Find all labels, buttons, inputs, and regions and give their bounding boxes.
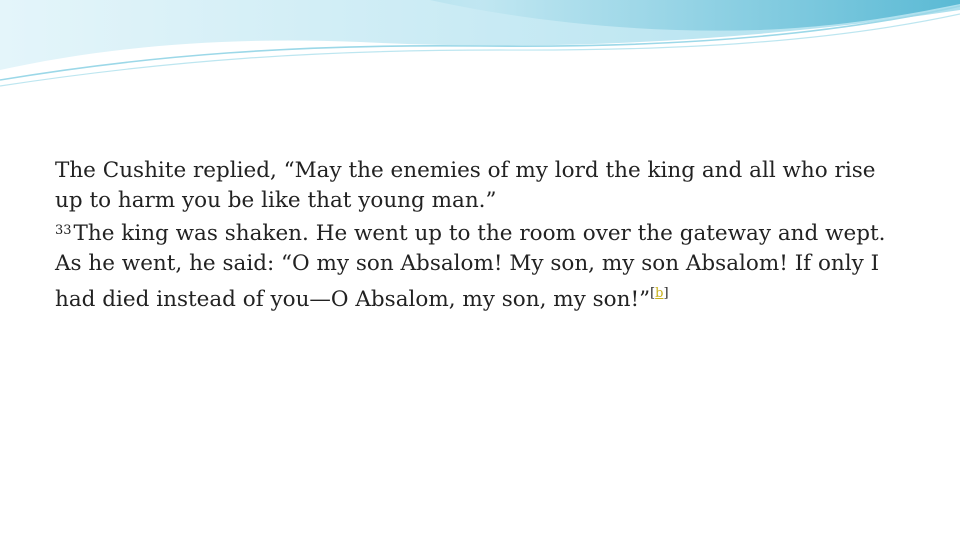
passage-line-5-text: had died instead of you—O Absalom, my son, my son!” (55, 287, 651, 312)
footnote-link-b[interactable]: b (655, 286, 664, 301)
footnote-marker (650, 286, 668, 301)
passage-line-4: As he went, he said: “O my son Absalom! My son, my son Absalom! If only I (55, 251, 880, 276)
passage-line-5 (55, 279, 925, 315)
passage-line-3-text: The king was shaken. He went up to the room over the gateway and wept. (73, 221, 886, 246)
footnote-open-bracket: [ (650, 286, 656, 301)
passage-line-3 (55, 216, 925, 249)
scripture-passage (55, 156, 925, 315)
passage-line-1: The Cushite replied, “May the enemies of my lord the king and all who rise (55, 158, 876, 183)
header-wave-decoration (0, 0, 960, 100)
footnote-close-bracket: ] (663, 286, 669, 301)
verse-number: 33 (55, 223, 72, 238)
passage-line-2: up to harm you be like that young man.” (55, 188, 497, 213)
